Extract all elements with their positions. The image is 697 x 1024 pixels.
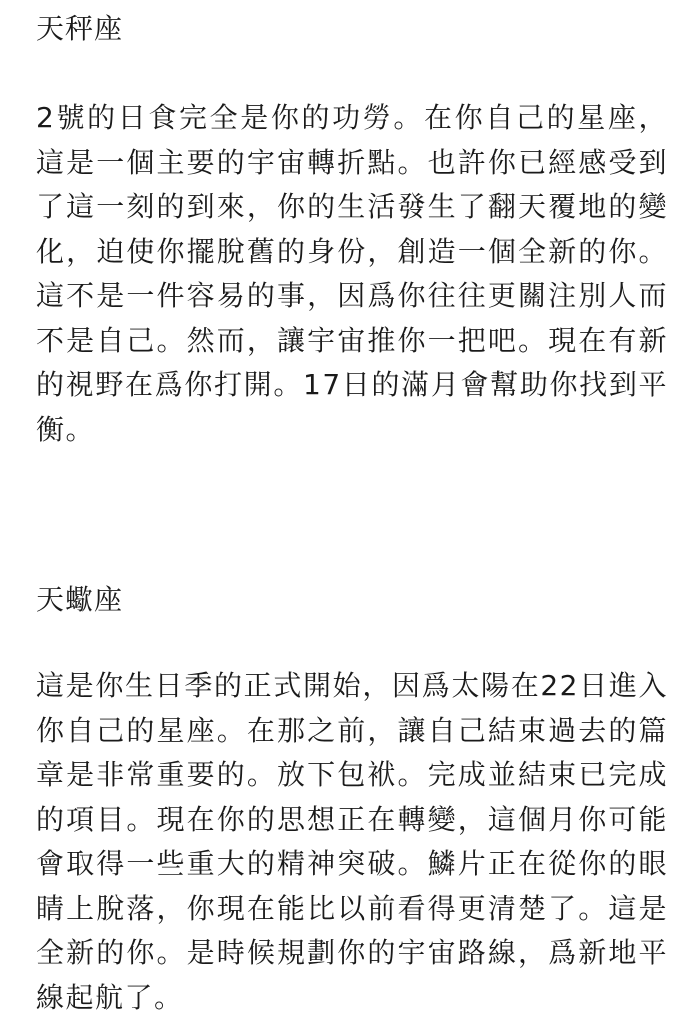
section-body-scorpio: 這是你生日季的正式開始，因爲太陽在22日進入你自己的星座。在那之前，讓自己結束過去的篇章是非常重要的。放下包袱。完成並結束已完成的項目。現在你的思想正在轉變，這個月你可能會取得一些重大的精神突破。鱗片正在從你的眼睛上脫落，你現在能比以前看得更清楚了。這是全新的你。是時候規劃你的宇宙路線，爲新地平線起航了。	[36, 669, 668, 1014]
section-heading-libra: 天秤座	[36, 12, 124, 45]
section-body-libra: 2號的日食完全是你的功勞。在你自己的星座，這是一個主要的宇宙轉折點。也許你已經感受到了這一刻的到來，你的生活發生了翻天覆地的變化，迫使你擺脫舊的身份，創造一個全新的你。這不是一件容易的事，因爲你往往更關注別人而不是自己。然而，讓宇宙推你一把吧。現在有新的視野在爲你打開。17日的滿月會幫助你找到平衡。	[36, 101, 668, 446]
section-heading-scorpio: 天蠍座	[36, 583, 124, 616]
